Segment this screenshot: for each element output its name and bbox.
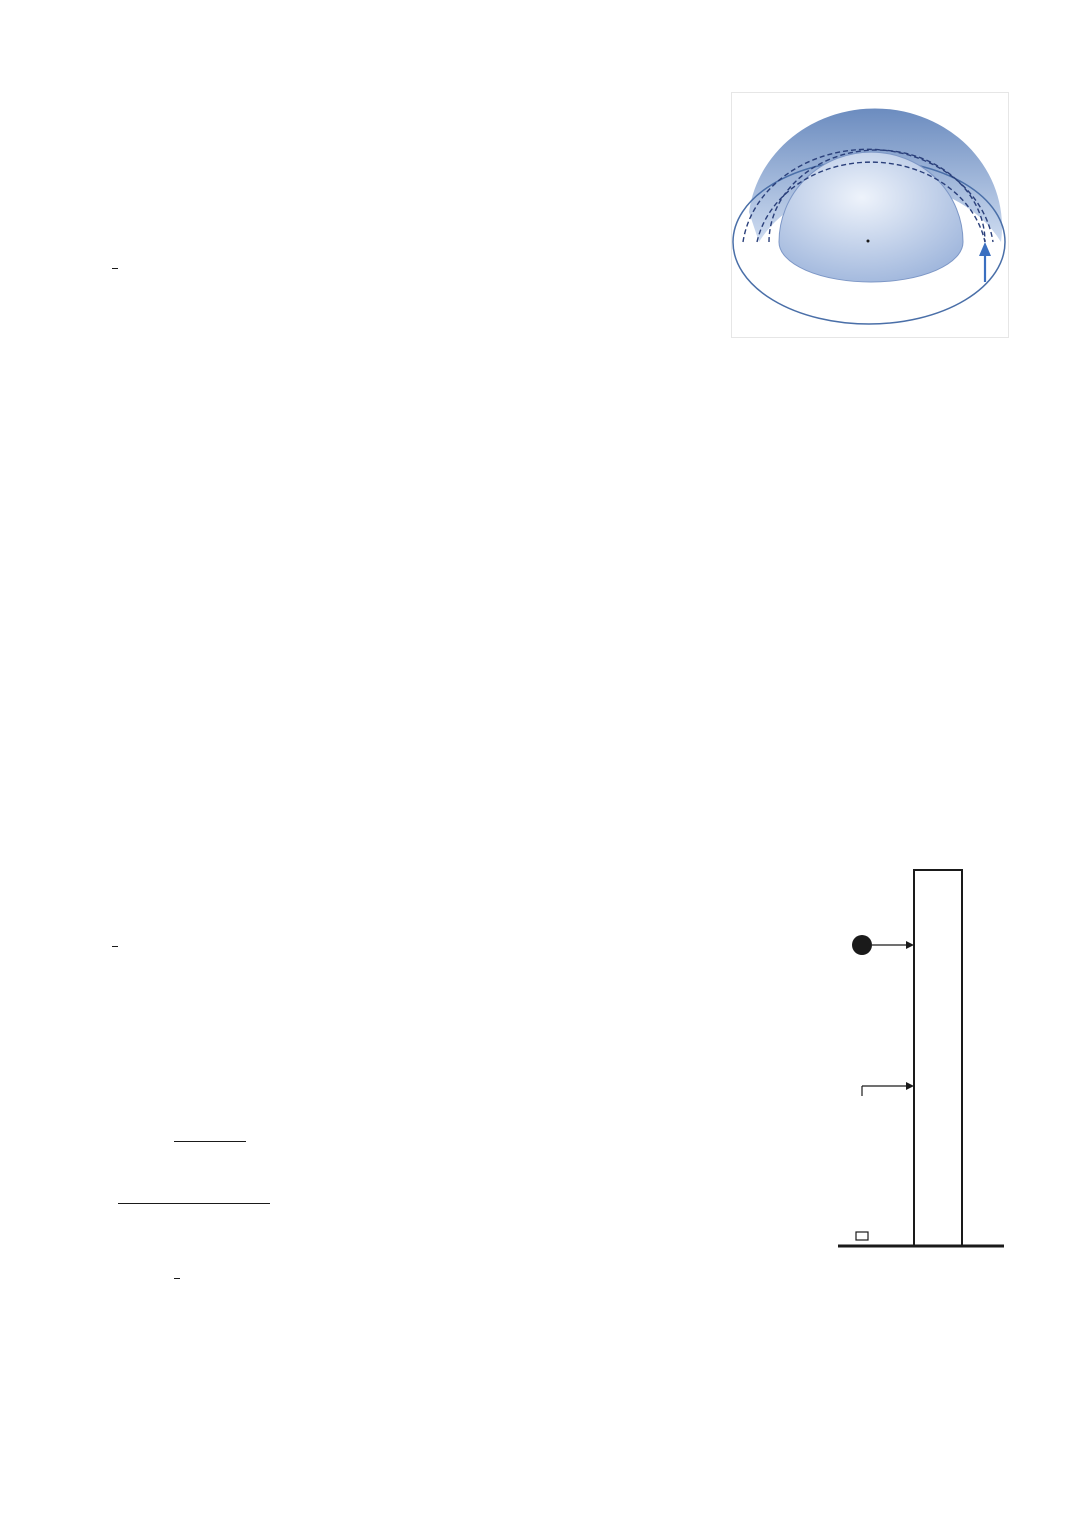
answer-blank-1[interactable] (174, 1141, 246, 1142)
q10-line-5 (112, 246, 118, 292)
slope-fraction (174, 1278, 180, 1279)
ruler (914, 870, 962, 1246)
hemisphere-analyzer-figure (731, 92, 1009, 338)
spring-ruler-figure (836, 862, 1006, 1254)
q11-part2-line-2 (174, 1250, 180, 1308)
center-dot (867, 240, 870, 243)
h1-arrow (906, 941, 914, 949)
hemisphere-diagram (731, 92, 1009, 338)
spring-base (856, 1232, 868, 1240)
half-fraction (112, 946, 118, 947)
q11-part1-line-3 (174, 1120, 246, 1150)
q11-ep-formula (112, 914, 118, 985)
answer-blank-2[interactable] (118, 1203, 194, 1204)
q11-part2-line-1 (118, 1182, 270, 1212)
h2-arrow (906, 1082, 914, 1090)
spring-ruler-diagram (836, 862, 1006, 1254)
field-fraction (112, 268, 118, 269)
entry-arrow-head (979, 242, 991, 256)
answer-blank-3[interactable] (194, 1203, 270, 1204)
ball (852, 935, 872, 955)
